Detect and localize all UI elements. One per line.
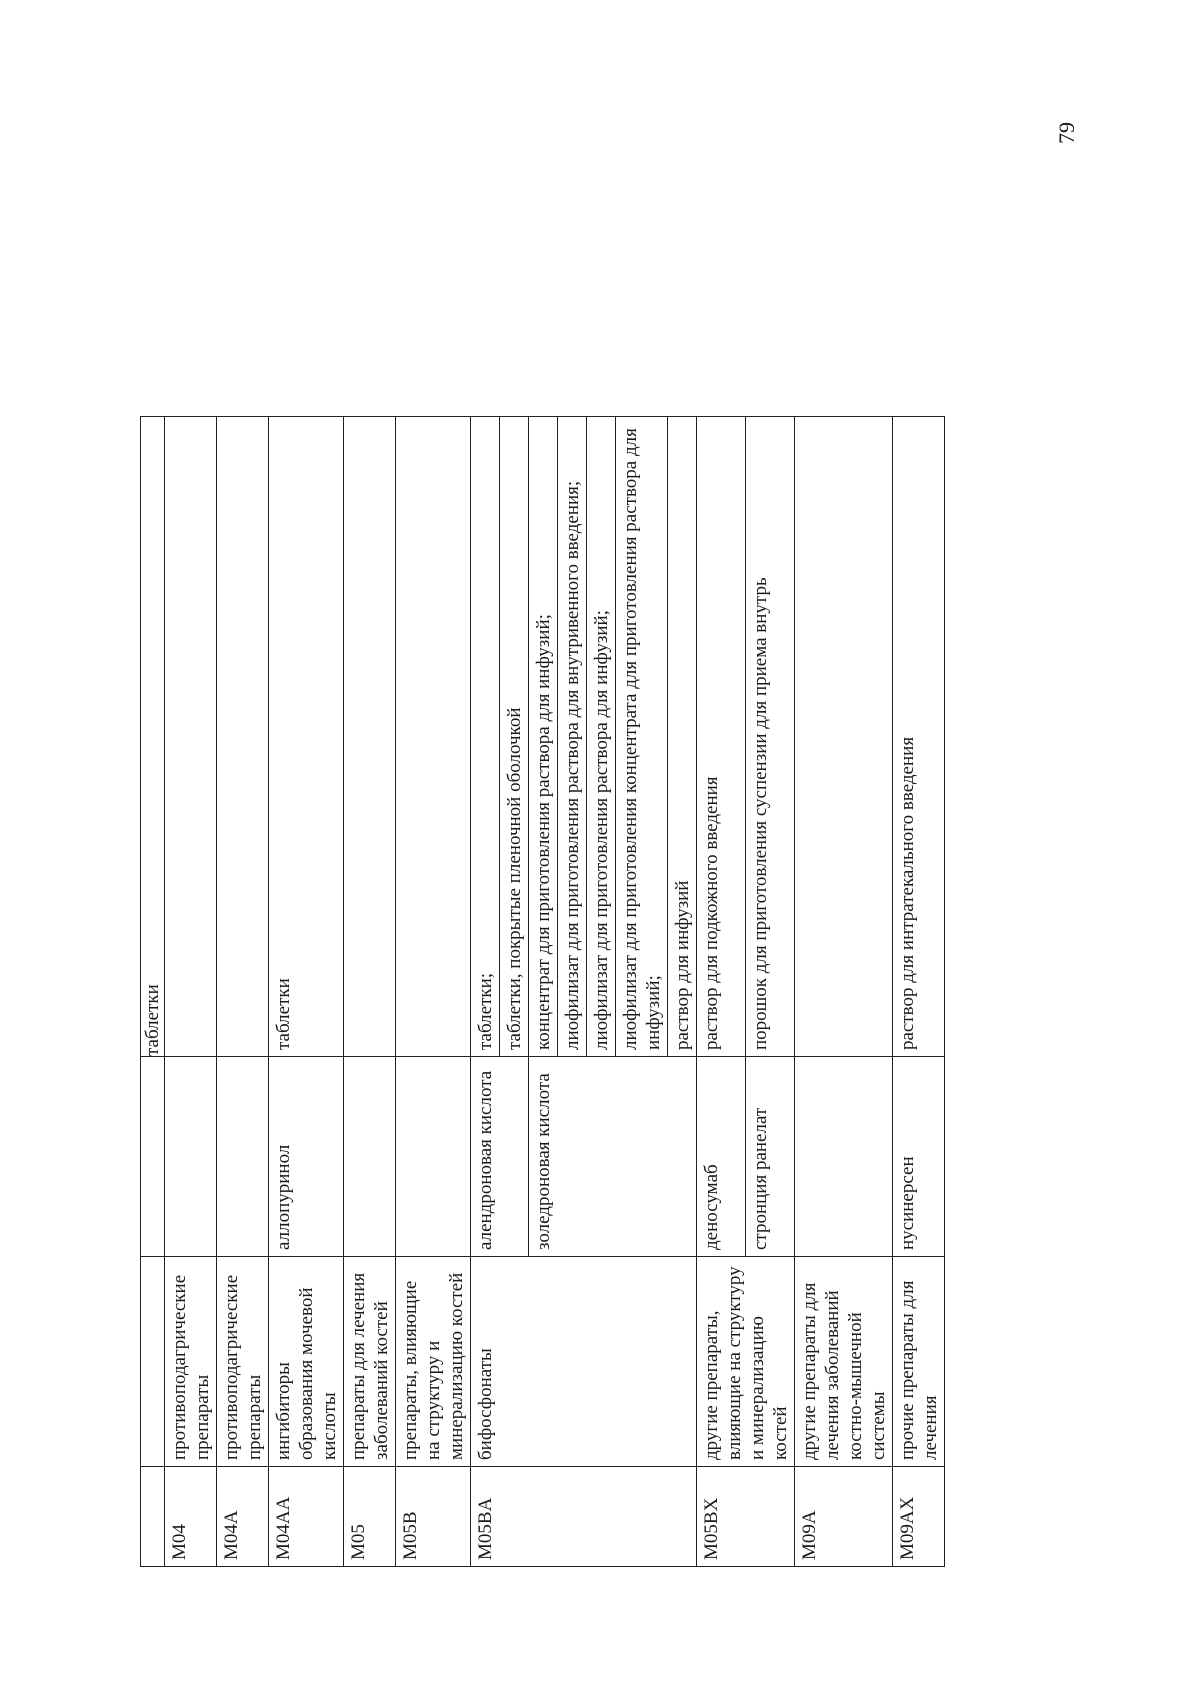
form-cell: таблетки, покрытые пленочной оболочкой (500, 417, 529, 1057)
table-frame (140, 417, 1050, 1567)
form-cell: лиофилизат для приготовления раствора для внутривенного введения; (558, 417, 587, 1057)
inn-cell (217, 1057, 269, 1257)
atc-code-cell: M05B (396, 1467, 471, 1567)
drug-table (140, 416, 945, 1567)
group-cell: бифосфонаты (471, 1257, 697, 1467)
atc-code-cell: M05BX (697, 1467, 795, 1567)
table-row (795, 417, 893, 1567)
table-row (471, 417, 500, 1567)
table-row (396, 417, 471, 1567)
atc-code-cell: M09A (795, 1467, 893, 1567)
table-cell (141, 1467, 165, 1567)
table-row (217, 417, 269, 1567)
table-row (141, 417, 165, 1567)
group-cell: прочие препараты для лечения (893, 1257, 945, 1467)
group-cell: другие препараты для лечения заболеваний костно-мышечной системы (795, 1257, 893, 1467)
table-cell (141, 1057, 165, 1257)
atc-code-cell: M05BA (471, 1467, 697, 1567)
group-cell: ингибиторы образования мочевой кислоты (269, 1257, 344, 1467)
table-row (893, 417, 945, 1567)
form-cell (217, 417, 269, 1057)
atc-code-cell: M05 (344, 1467, 396, 1567)
table-cell: таблетки (141, 417, 165, 1057)
inn-cell: золедроновая кислота (529, 1057, 697, 1257)
form-cell: порошок для приготовления суспензии для приема внутрь (746, 417, 795, 1057)
form-cell: раствор для инфузий (668, 417, 697, 1057)
inn-cell (165, 1057, 217, 1257)
table-row (697, 417, 746, 1567)
table-row (344, 417, 396, 1567)
form-cell: раствор для интратекального введения (893, 417, 945, 1057)
inn-cell: стронция ранелат (746, 1057, 795, 1257)
inn-cell (795, 1057, 893, 1257)
inn-cell: алендроновая кислота (471, 1057, 529, 1257)
inn-cell: аллопуринол (269, 1057, 344, 1257)
group-cell: другие препараты, влияющие на структуру и минерализацию костей (697, 1257, 795, 1467)
atc-code-cell: M04 (165, 1467, 217, 1567)
form-cell: таблетки (269, 417, 344, 1057)
atc-code-cell: M04AA (269, 1467, 344, 1567)
atc-code-cell: M04A (217, 1467, 269, 1567)
inn-cell (396, 1057, 471, 1257)
rotated-table-container (140, 417, 1050, 1567)
form-cell: таблетки; (471, 417, 500, 1057)
form-cell (344, 417, 396, 1057)
group-cell: препараты, влияющие на структуру и минерализацию костей (396, 1257, 471, 1467)
table-row (165, 417, 217, 1567)
table-cell (141, 1257, 165, 1467)
form-cell: раствор для подкожного введения (697, 417, 746, 1057)
inn-cell: деносумаб (697, 1057, 746, 1257)
atc-code-cell: M09AX (893, 1467, 945, 1567)
table-row (269, 417, 344, 1567)
inn-cell: нусинерсен (893, 1057, 945, 1257)
form-cell (795, 417, 893, 1057)
inn-cell (344, 1057, 396, 1257)
form-cell (165, 417, 217, 1057)
form-cell: лиофилизат для приготовления раствора для инфузий; (587, 417, 616, 1057)
group-cell: противоподагрические препараты (217, 1257, 269, 1467)
form-cell: концентрат для приготовления раствора для инфузий; (529, 417, 558, 1057)
page-number: 79 (1054, 122, 1079, 144)
form-cell (396, 417, 471, 1057)
form-cell: лиофилизат для приготовления концентрата для приготовления раствора для инфузий; (616, 417, 668, 1057)
group-cell: противоподагрические препараты (165, 1257, 217, 1467)
group-cell: препараты для лечения заболеваний костей (344, 1257, 396, 1467)
